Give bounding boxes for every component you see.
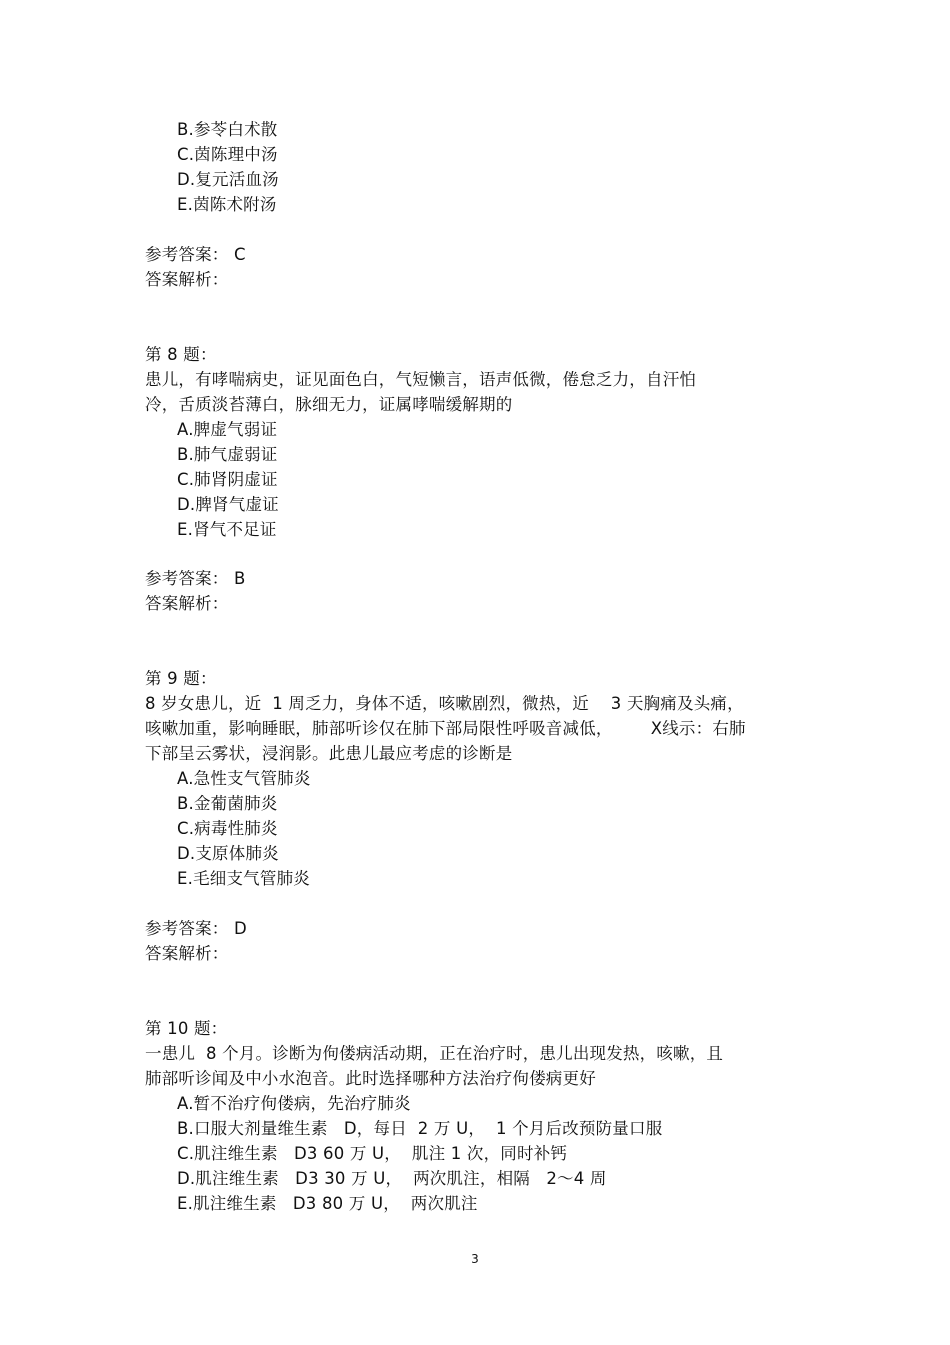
- q10-option-c: C.肌注维生素 D3 60 万 U， 肌注 1 次，同时补钙: [177, 1144, 568, 1163]
- q8-option-e: E.肾气不足证: [177, 520, 277, 539]
- q8-stem-line: 冷，舌质淡苔薄白，脉细无力，证属哮喘缓解期的: [145, 395, 513, 414]
- q10-option-a: A.暂不治疗佝偻病，先治疗肺炎: [177, 1094, 411, 1113]
- q10-option-e: E.肌注维生素 D3 80 万 U， 两次肌注: [177, 1194, 478, 1213]
- q10-stem-line: 一患儿 8 个月。诊断为佝偻病活动期，正在治疗时，患儿出现发热，咳嗽，且: [145, 1044, 724, 1063]
- q9-answer: 参考答案： D: [145, 919, 247, 938]
- q8-answer: 参考答案： B: [145, 569, 246, 588]
- q7-option-e: E.茵陈术附汤: [177, 195, 277, 214]
- q9-stem-line: 8 岁女患儿，近 1 周乏力，身体不适，咳嗽剧烈，微热，近 3 天胸痛及头痛，: [145, 694, 744, 713]
- q9-stem-line: 咳嗽加重，影响睡眠，肺部听诊仅在肺下部局限性呼吸音减低， X线示：右肺: [145, 719, 746, 738]
- page-number: 3: [471, 1252, 479, 1266]
- q10-option-b: B.口服大剂量维生素 D，每日 2 万 U， 1 个月后改预防量口服: [177, 1119, 663, 1138]
- q9-title: 第 9 题：: [145, 669, 217, 688]
- q10-stem-line: 肺部听诊闻及中小水泡音。此时选择哪种方法治疗佝偻病更好: [145, 1069, 596, 1088]
- q8-title: 第 8 题：: [145, 345, 217, 364]
- q8-stem-line: 患儿，有哮喘病史，证见面色白，气短懒言，语声低微，倦怠乏力，自汗怕: [145, 370, 697, 389]
- q9-explanation: 答案解析：: [145, 944, 229, 963]
- q7-option-b: B.参苓白术散: [177, 120, 278, 139]
- q7-explanation: 答案解析：: [145, 270, 229, 289]
- q8-option-c: C.肺肾阴虚证: [177, 470, 278, 489]
- q8-option-b: B.肺气虚弱证: [177, 445, 278, 464]
- q9-option-c: C.病毒性肺炎: [177, 819, 278, 838]
- q7-option-c: C.茵陈理中汤: [177, 145, 278, 164]
- q9-option-b: B.金葡菌肺炎: [177, 794, 278, 813]
- q8-explanation: 答案解析：: [145, 594, 229, 613]
- q9-option-a: A.急性支气管肺炎: [177, 769, 311, 788]
- q9-option-e: E.毛细支气管肺炎: [177, 869, 310, 888]
- q10-title: 第 10 题：: [145, 1019, 228, 1038]
- q9-stem-line: 下部呈云雾状，浸润影。此患儿最应考虑的诊断是: [145, 744, 513, 763]
- q10-option-d: D.肌注维生素 D3 30 万 U， 两次肌注，相隔 2～4 周: [177, 1169, 607, 1188]
- q9-option-d: D.支原体肺炎: [177, 844, 279, 863]
- q7-option-d: D.复元活血汤: [177, 170, 279, 189]
- q7-answer: 参考答案： C: [145, 245, 246, 264]
- q8-option-a: A.脾虚气弱证: [177, 420, 278, 439]
- q8-option-d: D.脾肾气虚证: [177, 495, 279, 514]
